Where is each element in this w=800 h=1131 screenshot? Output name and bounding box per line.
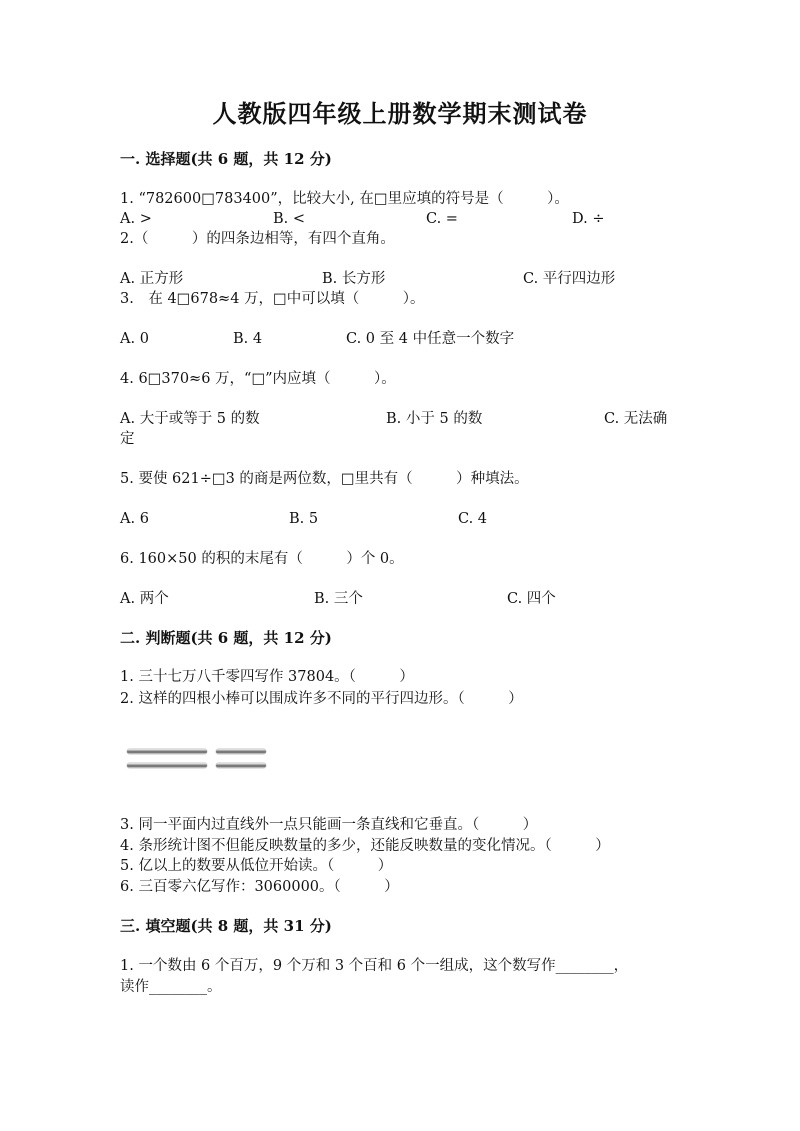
judge-question: 1. 三十七万八千零四写作 37804。（ ）	[120, 669, 414, 685]
question-stem: 5. 要使 621÷□3 的商是两位数，□里共有（ ）种填法。	[120, 471, 529, 487]
judge-question: 6. 三百零六亿写作：3060000。（ ）	[120, 879, 399, 895]
judge-question: 2. 这样的四根小棒可以围成许多不同的平行四边形。（ ）	[120, 691, 523, 707]
section-heading-choice: 一. 选择题(共 6 题，共 12 分)	[120, 150, 332, 168]
option: C. 四个	[507, 591, 556, 607]
option-wrap: 定	[120, 431, 135, 447]
stick	[216, 763, 266, 768]
option: C. 4	[458, 511, 488, 527]
option: D. ÷	[572, 211, 605, 227]
option: C. 平行四边形	[523, 271, 616, 287]
question-stem: 4. 6□370≈6 万，“□”内应填（ ）。	[120, 371, 396, 387]
fill-question-continued: 读作________。	[120, 979, 222, 995]
option: C. 0 至 4 中任意一个数字	[346, 331, 515, 347]
section-heading-fill: 三. 填空题(共 8 题，共 31 分)	[120, 917, 332, 935]
fill-question: 1. 一个数由 6 个百万，9 个万和 3 个百和 6 个一组成，这个数写作________，	[120, 958, 629, 974]
judge-question: 3. 同一平面内过直线外一点只能画一条直线和它垂直。（ ）	[120, 817, 538, 833]
judge-question: 5. 亿以上的数要从低位开始读。（ ）	[120, 858, 393, 874]
section-heading-judge: 二. 判断题(共 6 题，共 12 分)	[120, 629, 332, 647]
option: B. <	[273, 211, 306, 227]
option: B. 小于 5 的数	[386, 411, 483, 427]
stick	[127, 749, 207, 754]
question-stem: 2.（ ）的四条边相等，有四个直角。	[120, 231, 395, 247]
option: A. >	[120, 211, 152, 227]
stick	[216, 749, 266, 754]
question-stem: 1. “782600□783400”，比较大小, 在□里应填的符号是（ ）。	[120, 191, 569, 207]
option: B. 长方形	[322, 271, 386, 287]
option: A. 正方形	[120, 271, 184, 287]
option: C. 无法确	[604, 411, 668, 427]
option: A. 大于或等于 5 的数	[120, 411, 260, 427]
stick	[127, 763, 207, 768]
page-title: 人教版四年级上册数学期末测试卷	[212, 99, 588, 128]
option: A. 0	[120, 331, 149, 347]
option: B. 4	[233, 331, 263, 347]
option: A. 两个	[120, 591, 169, 607]
question-stem: 3. 在 4□678≈4 万，□中可以填（ ）。	[120, 291, 425, 307]
option: A. 6	[120, 511, 149, 527]
question-stem: 6. 160×50 的积的末尾有（ ）个 0。	[120, 551, 404, 567]
option: C. =	[426, 211, 458, 227]
judge-question: 4. 条形统计图不但能反映数量的多少，还能反映数量的变化情况。（ ）	[120, 838, 610, 854]
option: B. 三个	[314, 591, 363, 607]
option: B. 5	[289, 511, 319, 527]
